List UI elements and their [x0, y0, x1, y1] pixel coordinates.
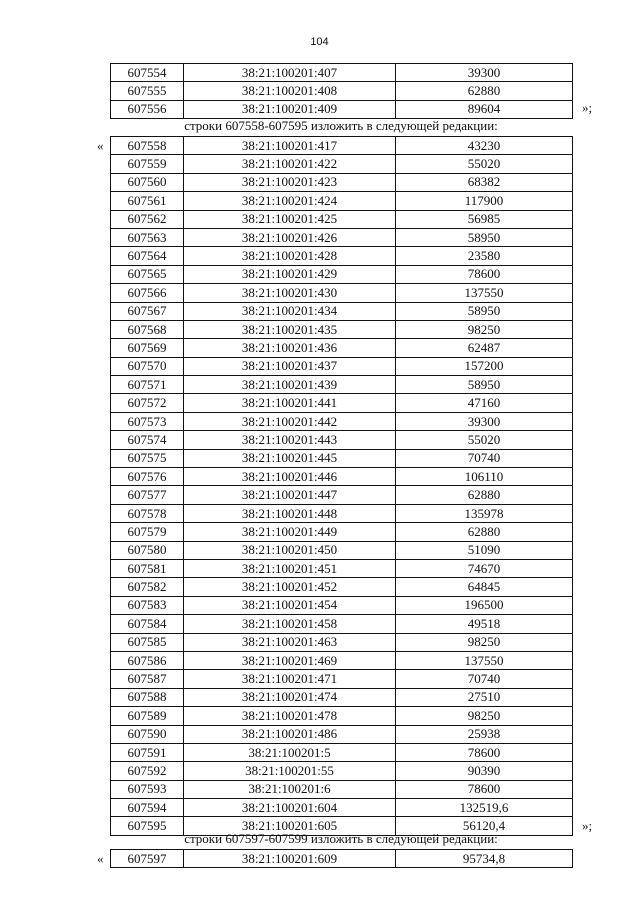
record-number-cell: 607588: [111, 688, 184, 706]
cadastral-number-cell: 38:21:100201:434: [184, 302, 396, 320]
record-number-cell: 607567: [111, 302, 184, 320]
closing-quote-mark: »;: [582, 818, 593, 833]
value-cell: 62880: [396, 82, 573, 100]
table-row: [111, 486, 573, 504]
record-number-cell: 607587: [111, 670, 184, 688]
value-cell: 55020: [396, 431, 573, 449]
cadastral-number-cell: 38:21:100201:437: [184, 357, 396, 375]
table-row: [111, 799, 573, 817]
opening-quote-mark: «: [97, 138, 104, 153]
record-number-cell: 607563: [111, 228, 184, 246]
value-cell: 25938: [396, 725, 573, 743]
value-cell: 157200: [396, 357, 573, 375]
table-row: [111, 850, 573, 868]
cadastral-number-cell: 38:21:100201:443: [184, 431, 396, 449]
cadastral-number-cell: 38:21:100201:417: [184, 137, 396, 155]
table-row: [111, 559, 573, 577]
table-row: [111, 247, 573, 265]
record-number-cell: 607559: [111, 155, 184, 173]
opening-quote-mark: «: [97, 851, 104, 866]
value-cell: 55020: [396, 155, 573, 173]
record-number-cell: 607573: [111, 412, 184, 430]
table-row: [111, 743, 573, 761]
value-cell: 95734,8: [396, 850, 573, 868]
record-number-cell: 607561: [111, 192, 184, 210]
value-cell: 98250: [396, 633, 573, 651]
table-row: [111, 357, 573, 375]
value-cell: 132519,6: [396, 799, 573, 817]
value-cell: 58950: [396, 376, 573, 394]
record-number-cell: 607576: [111, 468, 184, 486]
table-row: [111, 725, 573, 743]
table-row: [111, 302, 573, 320]
table-row: [111, 780, 573, 798]
value-cell: 74670: [396, 559, 573, 577]
cadastral-number-cell: 38:21:100201:430: [184, 284, 396, 302]
record-number-cell: 607590: [111, 725, 184, 743]
record-number-cell: 607564: [111, 247, 184, 265]
record-number-cell: 607556: [111, 100, 184, 118]
cadastral-number-cell: 38:21:100201:458: [184, 615, 396, 633]
table-row: [111, 670, 573, 688]
table-row: [111, 155, 573, 173]
record-number-cell: 607593: [111, 780, 184, 798]
record-number-cell: 607579: [111, 523, 184, 541]
record-number-cell: 607580: [111, 541, 184, 559]
table-row: [111, 100, 573, 118]
record-number-cell: 607595: [111, 817, 184, 835]
amendment-instruction: строки 607597-607599 изложить в следующей редакции:: [184, 831, 498, 846]
table-row: [111, 320, 573, 338]
record-number-cell: 607569: [111, 339, 184, 357]
record-number-cell: 607581: [111, 559, 184, 577]
cadastral-number-cell: 38:21:100201:425: [184, 210, 396, 228]
table-row: [111, 504, 573, 522]
record-number-cell: 607570: [111, 357, 184, 375]
cadastral-number-cell: 38:21:100201:448: [184, 504, 396, 522]
value-cell: 68382: [396, 173, 573, 191]
cadastral-number-cell: 38:21:100201:478: [184, 707, 396, 725]
table-row: [111, 137, 573, 155]
record-number-cell: 607577: [111, 486, 184, 504]
record-number-cell: 607584: [111, 615, 184, 633]
cadastral-number-cell: 38:21:100201:486: [184, 725, 396, 743]
cadastral-number-cell: 38:21:100201:429: [184, 265, 396, 283]
record-number-cell: 607572: [111, 394, 184, 412]
value-cell: 137550: [396, 651, 573, 669]
cadastral-number-cell: 38:21:100201:6: [184, 780, 396, 798]
cadastral-number-cell: 38:21:100201:442: [184, 412, 396, 430]
table-row: [111, 394, 573, 412]
cadastral-number-cell: 38:21:100201:408: [184, 82, 396, 100]
records-table-top: [110, 63, 573, 119]
records-table-main: [110, 136, 573, 836]
cadastral-number-cell: 38:21:100201:407: [184, 64, 396, 82]
value-cell: 62880: [396, 523, 573, 541]
value-cell: 70740: [396, 449, 573, 467]
value-cell: 98250: [396, 707, 573, 725]
table-row: [111, 210, 573, 228]
table-row: [111, 688, 573, 706]
table-row: [111, 468, 573, 486]
cadastral-number-cell: 38:21:100201:409: [184, 100, 396, 118]
cadastral-number-cell: 38:21:100201:474: [184, 688, 396, 706]
value-cell: 39300: [396, 64, 573, 82]
value-cell: 137550: [396, 284, 573, 302]
cadastral-number-cell: 38:21:100201:605: [184, 817, 396, 835]
cadastral-number-cell: 38:21:100201:471: [184, 670, 396, 688]
cadastral-number-cell: 38:21:100201:424: [184, 192, 396, 210]
cadastral-number-cell: 38:21:100201:454: [184, 596, 396, 614]
cadastral-number-cell: 38:21:100201:435: [184, 320, 396, 338]
cadastral-number-cell: 38:21:100201:604: [184, 799, 396, 817]
record-number-cell: 607566: [111, 284, 184, 302]
record-number-cell: 607582: [111, 578, 184, 596]
cadastral-number-cell: 38:21:100201:452: [184, 578, 396, 596]
value-cell: 78600: [396, 780, 573, 798]
table-row: [111, 339, 573, 357]
table-row: [111, 284, 573, 302]
value-cell: 62487: [396, 339, 573, 357]
record-number-cell: 607560: [111, 173, 184, 191]
value-cell: 106110: [396, 468, 573, 486]
value-cell: 196500: [396, 596, 573, 614]
record-number-cell: 607594: [111, 799, 184, 817]
record-number-cell: 607555: [111, 82, 184, 100]
value-cell: 64845: [396, 578, 573, 596]
value-cell: 78600: [396, 265, 573, 283]
record-number-cell: 607558: [111, 137, 184, 155]
cadastral-number-cell: 38:21:100201:449: [184, 523, 396, 541]
cadastral-number-cell: 38:21:100201:445: [184, 449, 396, 467]
cadastral-number-cell: 38:21:100201:451: [184, 559, 396, 577]
value-cell: 135978: [396, 504, 573, 522]
cadastral-number-cell: 38:21:100201:469: [184, 651, 396, 669]
value-cell: 78600: [396, 743, 573, 761]
table-row: [111, 762, 573, 780]
value-cell: 89604: [396, 100, 573, 118]
value-cell: 27510: [396, 688, 573, 706]
cadastral-number-cell: 38:21:100201:423: [184, 173, 396, 191]
table-row: [111, 376, 573, 394]
record-number-cell: 607591: [111, 743, 184, 761]
table-row: [111, 651, 573, 669]
record-number-cell: 607592: [111, 762, 184, 780]
cadastral-number-cell: 38:21:100201:55: [184, 762, 396, 780]
value-cell: 43230: [396, 137, 573, 155]
table-row: [111, 64, 573, 82]
cadastral-number-cell: 38:21:100201:426: [184, 228, 396, 246]
cadastral-number-cell: 38:21:100201:439: [184, 376, 396, 394]
value-cell: 62880: [396, 486, 573, 504]
value-cell: 49518: [396, 615, 573, 633]
closing-quote-mark: »;: [582, 100, 593, 115]
table-row: [111, 431, 573, 449]
table-row: [111, 523, 573, 541]
value-cell: 56985: [396, 210, 573, 228]
record-number-cell: 607583: [111, 596, 184, 614]
table-row: [111, 192, 573, 210]
value-cell: 58950: [396, 228, 573, 246]
table-row: [111, 615, 573, 633]
table-row: [111, 82, 573, 100]
record-number-cell: 607597: [111, 850, 184, 868]
cadastral-number-cell: 38:21:100201:450: [184, 541, 396, 559]
record-number-cell: 607586: [111, 651, 184, 669]
table-row: [111, 173, 573, 191]
record-number-cell: 607578: [111, 504, 184, 522]
amendment-instruction: строки 607558-607595 изложить в следующей редакции:: [184, 118, 498, 133]
record-number-cell: 607571: [111, 376, 184, 394]
record-number-cell: 607589: [111, 707, 184, 725]
table-row: [111, 707, 573, 725]
value-cell: 98250: [396, 320, 573, 338]
value-cell: 56120,4: [396, 817, 573, 835]
value-cell: 23580: [396, 247, 573, 265]
table-row: [111, 578, 573, 596]
table-row: [111, 596, 573, 614]
cadastral-number-cell: 38:21:100201:5: [184, 743, 396, 761]
cadastral-number-cell: 38:21:100201:447: [184, 486, 396, 504]
cadastral-number-cell: 38:21:100201:422: [184, 155, 396, 173]
cadastral-number-cell: 38:21:100201:446: [184, 468, 396, 486]
records-table-bottom: [110, 849, 573, 868]
record-number-cell: 607562: [111, 210, 184, 228]
value-cell: 117900: [396, 192, 573, 210]
table-row: [111, 412, 573, 430]
table-row: [111, 265, 573, 283]
record-number-cell: 607554: [111, 64, 184, 82]
value-cell: 58950: [396, 302, 573, 320]
cadastral-number-cell: 38:21:100201:436: [184, 339, 396, 357]
record-number-cell: 607568: [111, 320, 184, 338]
cadastral-number-cell: 38:21:100201:428: [184, 247, 396, 265]
value-cell: 47160: [396, 394, 573, 412]
record-number-cell: 607574: [111, 431, 184, 449]
value-cell: 51090: [396, 541, 573, 559]
value-cell: 70740: [396, 670, 573, 688]
cadastral-number-cell: 38:21:100201:441: [184, 394, 396, 412]
value-cell: 39300: [396, 412, 573, 430]
record-number-cell: 607585: [111, 633, 184, 651]
table-row: [111, 541, 573, 559]
table-row: [111, 449, 573, 467]
table-row: [111, 228, 573, 246]
table-row: [111, 633, 573, 651]
cadastral-number-cell: 38:21:100201:463: [184, 633, 396, 651]
value-cell: 90390: [396, 762, 573, 780]
record-number-cell: 607565: [111, 265, 184, 283]
record-number-cell: 607575: [111, 449, 184, 467]
cadastral-number-cell: 38:21:100201:609: [184, 850, 396, 868]
page-number: 104: [310, 36, 329, 48]
